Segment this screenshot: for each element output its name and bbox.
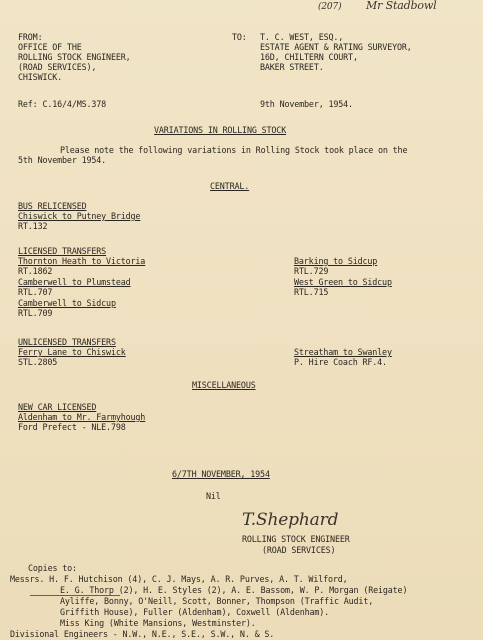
unlicensed-route: Streatham to Swanley: [294, 347, 392, 357]
miscellaneous-heading: MISCELLANEOUS: [192, 380, 256, 390]
transfer-fleet: RTL.707: [18, 287, 53, 297]
transfer-route: West Green to Sidcup: [294, 277, 392, 287]
handwritten-annotation: Mr Stadbowl: [366, 0, 437, 12]
bus-relicensed-route: Chiswick to Putney Bridge: [18, 211, 141, 221]
copies-line: Griffith House), Fuller (Aldenham), Coxwell (Aldenham).: [60, 607, 330, 617]
copies-label: Copies to:: [28, 563, 77, 573]
reference: Ref: C.16/4/MS.378: [18, 99, 107, 109]
from-line-1: OFFICE OF THE: [18, 42, 82, 52]
unlicensed-route: Ferry Lane to Chiswick: [18, 347, 126, 357]
signature-title: ROLLING STOCK ENGINEER: [242, 534, 350, 544]
second-date-body: Nil: [206, 491, 221, 501]
copies-line: E. G. Thorp (2), H. E. Styles (2), A. E. Bassom, W. P. Morgan (Reigate): [60, 585, 408, 595]
to-line-4: BAKER STREET.: [260, 62, 324, 72]
to-line-3: 16D, CHILTERN COURT,: [260, 52, 358, 62]
copies-line: Messrs. H. F. Hutchison (4), C. J. Mays, A. R. Purves, A. T. Wilford,: [10, 574, 348, 584]
unlicensed-transfers-heading: UNLICENSED TRANSFERS: [18, 337, 116, 347]
bus-relicensed-fleet: RT.132: [18, 221, 48, 231]
transfer-fleet: RT.1862: [18, 266, 53, 276]
transfer-route: Barking to Sidcup: [294, 256, 378, 266]
new-car-heading: NEW CAR LICENSED: [18, 402, 97, 412]
from-line-2: ROLLING STOCK ENGINEER,: [18, 52, 131, 62]
from-label: FROM:: [18, 32, 43, 42]
new-car-route: Aldenham to Mr. Farmyhough: [18, 412, 146, 422]
copies-line: Miss King (White Mansions, Westminster).: [60, 618, 256, 628]
memo-date: 9th November, 1954.: [260, 99, 353, 109]
page-number: (207): [318, 2, 342, 12]
to-line-1: T. C. WEST, ESQ.,: [260, 32, 344, 42]
intro-line-1: Please note the following variations in Rolling Stock took place on the: [60, 145, 408, 155]
bus-relicensed-heading: BUS RELICENSED: [18, 201, 87, 211]
second-date-heading: 6/7TH NOVEMBER, 1954: [172, 469, 270, 479]
unlicensed-fleet: P. Hire Coach RF.4.: [294, 357, 387, 367]
from-line-4: CHISWICK.: [18, 72, 63, 82]
signature: T.Shephard: [242, 510, 339, 530]
to-line-2: ESTATE AGENT & RATING SURVEYOR,: [260, 42, 412, 52]
to-label: TO:: [232, 32, 247, 42]
transfer-route: Thornton Heath to Victoria: [18, 256, 146, 266]
transfer-fleet: RTL.729: [294, 266, 329, 276]
central-heading: CENTRAL.: [210, 181, 250, 191]
unlicensed-fleet: STL.2805: [18, 357, 58, 367]
new-car-fleet: Ford Prefect - NLE.798: [18, 422, 126, 432]
signature-subtitle: (ROAD SERVICES): [262, 545, 336, 555]
from-line-3: (ROAD SERVICES),: [18, 62, 97, 72]
intro-line-2: 5th November 1954.: [18, 155, 107, 165]
document-title: VARIATIONS IN ROLLING STOCK: [154, 125, 287, 135]
transfer-route: Camberwell to Plumstead: [18, 277, 131, 287]
copies-line: Divisional Engineers - N.W., N.E., S.E., S.W., N. & S.: [10, 629, 275, 639]
copies-line: Ayliffe, Bonny, O'Neill, Scott, Bonner, Thompson (Traffic Audit,: [60, 596, 374, 606]
transfer-fleet: RTL.709: [18, 308, 53, 318]
licensed-transfers-heading: LICENSED TRANSFERS: [18, 246, 107, 256]
transfer-route: Camberwell to Sidcup: [18, 298, 116, 308]
transfer-fleet: RTL.715: [294, 287, 329, 297]
